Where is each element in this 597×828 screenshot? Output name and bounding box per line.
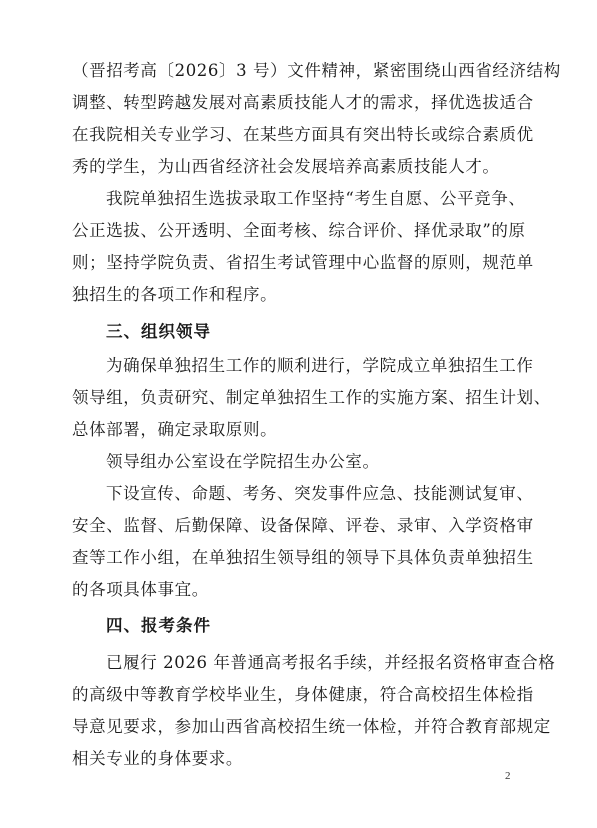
paragraph-line: 则；坚持学院负责、省招生考试管理中心监督的原则，规范单 bbox=[72, 253, 534, 272]
paragraph-line: 独招生的各项工作和程序。 bbox=[72, 285, 278, 304]
section-heading: 三、组织领导 bbox=[106, 322, 211, 341]
paragraph-line: （晋招考高〔2026〕3 号）文件精神，紧密围绕山西省经济结构 bbox=[72, 61, 561, 80]
paragraph-line: 下设宣传、命题、考务、突发事件应急、技能测试复审、 bbox=[106, 484, 534, 503]
paragraph-line: 领导组办公室设在学院招生办公室。 bbox=[106, 452, 380, 471]
page-number: 2 bbox=[505, 770, 511, 782]
paragraph-line: 总体部署，确定录取原则。 bbox=[72, 420, 278, 439]
paragraph-line: 公正选拔、公开透明、全面考核、综合评价、择优录取”的原 bbox=[72, 221, 526, 240]
paragraph-line: 导意见要求，参加山西省高校招生统一体检，并符合教育部规定 bbox=[72, 717, 551, 736]
paragraph-line: 为确保单独招生工作的顺利进行，学院成立单独招生工作 bbox=[106, 356, 534, 375]
paragraph-line: 调整、转型跨越发展对高素质技能人才的需求，择优选拔适合 bbox=[72, 93, 534, 112]
paragraph-line: 的各项具体事宜。 bbox=[72, 580, 209, 599]
section-heading: 四、报考条件 bbox=[106, 616, 211, 635]
paragraph-line: 在我院相关专业学习、在某些方面具有突出特长或综合素质优 bbox=[72, 125, 534, 144]
paragraph-line: 秀的学生，为山西省经济社会发展培养高素质技能人才。 bbox=[72, 157, 500, 176]
paragraph-line: 我院单独招生选拔录取工作坚持“考生自愿、公平竞争、 bbox=[106, 189, 526, 208]
paragraph-line: 相关专业的身体要求。 bbox=[72, 749, 243, 768]
paragraph-line: 领导组，负责研究、制定单独招生工作的实施方案、招生计划、 bbox=[72, 388, 551, 407]
paragraph-line: 查等工作小组，在单独招生领导组的领导下具体负责单独招生 bbox=[72, 548, 534, 567]
paragraph-line: 安全、监督、后勤保障、设备保障、评卷、录审、入学资格审 bbox=[72, 516, 534, 535]
paragraph-line: 已履行 2026 年普通高考报名手续，并经报名资格审查合格 bbox=[106, 653, 556, 672]
paragraph-line: 的高级中等教育学校毕业生，身体健康，符合高校招生体检指 bbox=[72, 685, 534, 704]
